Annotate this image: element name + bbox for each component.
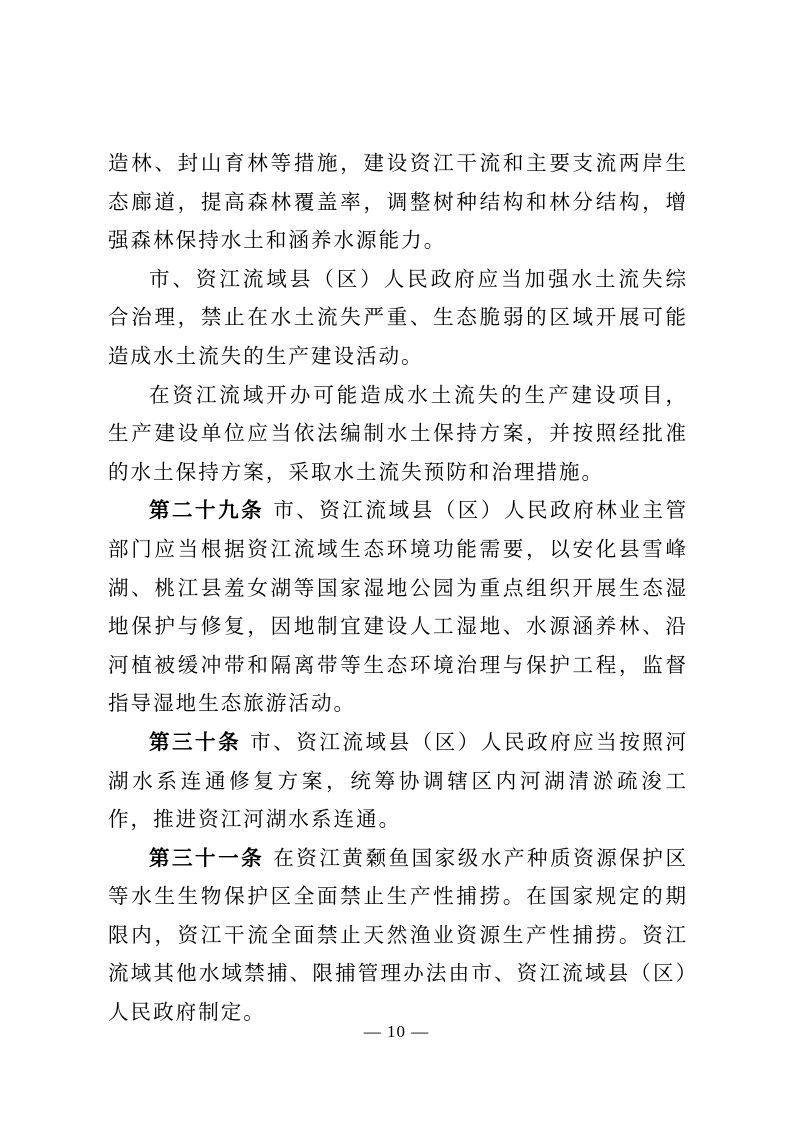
paragraph-text: 造林、封山育林等措施，建设资江干流和主要支流两岸生态廊道，提高森林覆盖率，调整树种结构和林分结构，增强森林保持水土和涵养水源能力。 — [108, 151, 688, 253]
article-heading: 第二十九条 — [149, 498, 265, 523]
article-heading: 第三十条 — [149, 729, 242, 754]
article-31 — [108, 839, 688, 1032]
article-heading: 第三十一条 — [149, 845, 265, 870]
article-text: 在资江黄颡鱼国家级水产种质资源保护区等水生生物保护区全面禁止生产性捕捞。在国家规定的期限内，资江干流全面禁止天然渔业资源生产性捕捞。资江流域其他水域禁捕、限捕管理办法由市、资江流域县（区）人民政府制定。 — [108, 845, 689, 1025]
article-text: 市、资江流域县（区）人民政府应当按照河湖水系连通修复方案，统筹协调辖区内河湖清淤疏浚工作，推进资江河湖水系连通。 — [108, 729, 689, 832]
paragraph-3 — [108, 376, 688, 492]
paragraph-text: 在资江流域开办可能造成水土流失的生产建设项目，生产建设单位应当依法编制水土保持方案，并按照经批准的水土保持方案，采取水土流失预防和治理措施。 — [108, 382, 688, 484]
paragraph-text: 市、资江流域县（区）人民政府应当加强水土流失综合治理，禁止在水土流失严重、生态脆弱的区域开展可能造成水土流失的生产建设活动。 — [108, 266, 688, 368]
paragraph-2 — [108, 260, 688, 376]
page-number: — 10 — — [363, 1022, 430, 1041]
article-29 — [108, 491, 688, 723]
article-30 — [108, 723, 688, 839]
article-text: 市、资江流域县（区）人民政府林业主管部门应当根据资江流域生态环境功能需要，以安化县雪峰湖、桃江县羞女湖等国家湿地公园为重点组织开展生态湿地保护与修复，因地制宜建设人工湿地、水源涵养林、沿河植被缓冲带和隔离带等生态环境治理与保护工程，监督指导湿地生态旅游活动。 — [108, 498, 689, 716]
document-body — [108, 144, 688, 1032]
paragraph-1 — [108, 144, 688, 260]
